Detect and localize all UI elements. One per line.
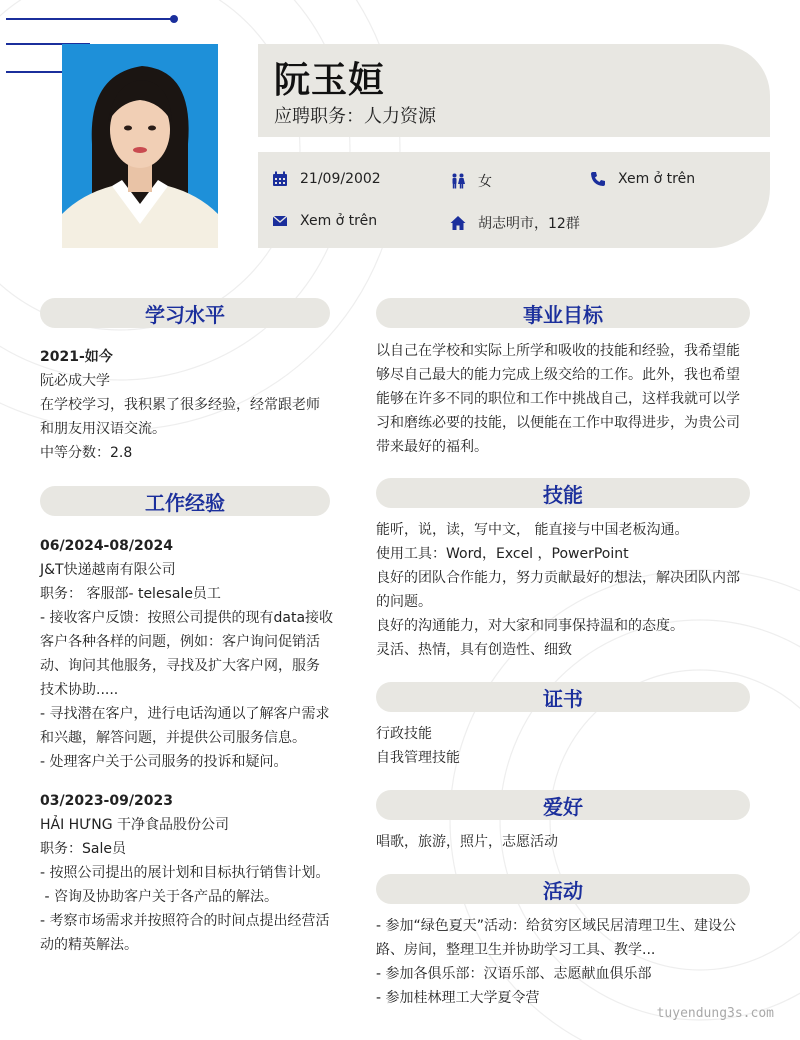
objective-line: 带来最好的福利。 <box>376 439 488 455</box>
activity-line: 路、房间，整理卫生并协助学习工具、教学... <box>376 942 656 958</box>
job-1-line: 和兴趣，解答问题，并提供公司服务信息。 <box>40 730 306 746</box>
watermark: tuyendung3s.com <box>656 1006 774 1021</box>
phone-item <box>590 171 695 187</box>
education-period: 2021-如今 <box>40 349 113 365</box>
envelope-icon <box>272 213 288 229</box>
experience-header: 工作经验 <box>40 486 330 516</box>
education-gpa: 中等分数：2.8 <box>40 445 133 461</box>
job-1-line: - 接收客户反馈：按照公司提供的现有data接收 <box>40 610 334 626</box>
objective-line: 习和磨练必要的技能，以便能在工作中取得进步，为贵公司 <box>376 415 740 431</box>
candidate-name: 阮玉姮 <box>274 60 386 101</box>
education-desc-1: 在学校学习，我积累了很多经验，经常跟老师 <box>40 397 320 413</box>
education-header: 学习水平 <box>40 298 330 328</box>
decor-line-3 <box>6 71 62 73</box>
job-2-line: 动的精英解法。 <box>40 937 138 953</box>
job-1-line: 客户各种各样的问题，例如：客户询问促销活 <box>40 634 320 650</box>
calendar-icon <box>272 171 288 187</box>
job-2-company: HẢI HƯNG 干净食品股份公司 <box>40 817 229 833</box>
job-2-line: - 按照公司提出的展计划和目标执行销售计划。 <box>40 865 330 881</box>
job-1-period: 06/2024-08/2024 <box>40 538 173 554</box>
decor-dot <box>170 15 178 23</box>
job-1-line: - 处理客户关于公司服务的投诉和疑问。 <box>40 754 288 770</box>
job-2-block <box>40 789 335 957</box>
job-1-company: J&T快递越南有限公司 <box>40 562 176 578</box>
job-1-role: 职务： 客服部- telesale员工 <box>40 586 221 602</box>
phone-text: Xem ở trên <box>618 171 696 187</box>
address-text: 胡志明市，12群 <box>478 216 580 232</box>
skill-line: 良好的沟通能力，对大家和同事保持温和的态度。 <box>376 618 684 634</box>
address-item <box>450 213 580 233</box>
birthday-item <box>272 171 381 187</box>
education-desc-2: 和朋友用汉语交流。 <box>40 421 166 437</box>
contact-info-panel <box>258 152 770 248</box>
objective-line: 以自己在学校和实际上所学和吸收的技能和经验，我希望能 <box>376 343 740 359</box>
activities-header: 活动 <box>376 874 750 904</box>
skill-line: 的问题。 <box>376 594 432 610</box>
email-item <box>272 213 377 229</box>
home-icon <box>450 215 466 231</box>
activity-line: - 参加桂林理工大学夏令营 <box>376 990 540 1006</box>
education-block <box>40 345 335 465</box>
skill-line: 良好的团队合作能力，努力贡献最好的想法，解决团队内部 <box>376 570 740 586</box>
phone-icon <box>590 171 606 187</box>
hobbies-block <box>376 830 756 854</box>
gender-item <box>450 171 492 191</box>
profile-photo <box>62 44 218 248</box>
email-text: Xem ở trên <box>300 213 378 229</box>
education-school: 阮必成大学 <box>40 373 110 389</box>
job-2-role: 职务：Sale员 <box>40 841 126 857</box>
job-2-period: 03/2023-09/2023 <box>40 793 173 809</box>
birthday-text: 21/09/2002 <box>300 171 381 187</box>
objective-header: 事业目标 <box>376 298 750 328</box>
hobbies-header: 爱好 <box>376 790 750 820</box>
job-1-line: 技术协助..... <box>40 682 119 698</box>
objective-block <box>376 339 756 459</box>
objective-line: 够尽自己最大的能力完成上级交给的工作。此外，我也希望 <box>376 367 740 383</box>
job-1-line: - 寻找潜在客户，进行电话沟通以了解客户需求 <box>40 706 330 722</box>
skill-line: 灵活、热情，具有创造性、细致 <box>376 642 572 658</box>
job-1-line: 动、询问其他服务，寻找及扩大客户网，服务 <box>40 658 320 674</box>
certificates-header: 证书 <box>376 682 750 712</box>
gender-text: 女 <box>478 174 492 190</box>
activity-line: - 参加各俱乐部：汉语乐部、志愿献血俱乐部 <box>376 966 652 982</box>
job-2-line: - 考察市场需求并按照符合的时间点提出经营活 <box>40 913 330 929</box>
applied-position: 应聘职务：人力资源 <box>274 106 436 127</box>
job-1-block <box>40 534 335 774</box>
skill-line: 能听，说，读，写中文， 能直接与中国老板沟通。 <box>376 522 689 538</box>
certificate-item: 行政技能 <box>376 726 432 742</box>
name-panel <box>258 44 770 137</box>
certificates-block <box>376 722 756 770</box>
skills-block <box>376 518 756 662</box>
people-icon <box>450 173 466 189</box>
job-2-line: - 咨询及协助客户关于各产品的解法。 <box>40 889 278 905</box>
objective-line: 能够在许多不同的职位和工作中挑战自己，这样我就可以学 <box>376 391 740 407</box>
skill-line: 使用工具：Word，Excel ，PowerPoint <box>376 546 629 562</box>
hobby-line: 唱歌，旅游，照片，志愿活动 <box>376 834 558 850</box>
activities-block <box>376 914 771 1010</box>
activity-line: - 参加“绿色夏天”活动：给贫穷区域民居清理卫生、建设公 <box>376 918 737 934</box>
decor-line-1 <box>6 18 174 20</box>
skills-header: 技能 <box>376 478 750 508</box>
certificate-item: 自我管理技能 <box>376 750 460 766</box>
